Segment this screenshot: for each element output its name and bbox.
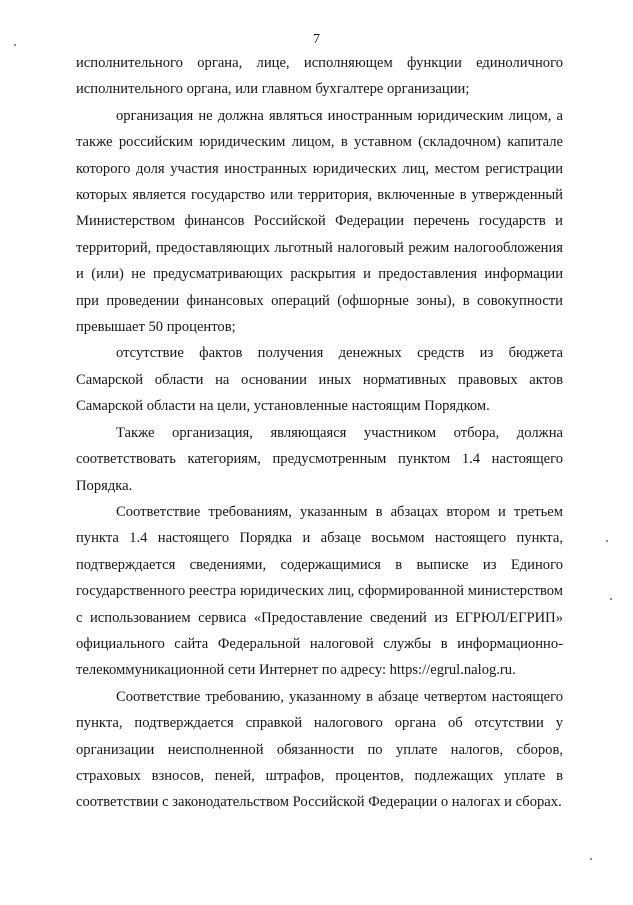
paragraph-5: Соответствие требованиям, указанным в абзацах втором и третьем пункта 1.4 настоящего Порядка и абзаце восьмом настоящего пункта, подтверждается сведениями, содержащимися в выписке из Единого государственного реестра юридических лиц, сформированной министерством с использованием сервиса «Предоставление сведений из ЕГРЮЛ/ЕГРИП» официального сайта Федеральной налоговой службы в информационно-телекоммуникационной сети Интернет по адресу: https://egrul.nalog.ru. [76, 503, 563, 679]
paragraph-6: Соответствие требованию, указанному в абзаце четвертом настоящего пункта, подтверждается справкой налогового органа об отсутствии у организации неисполненной обязанности по уплате налогов, сборов, страховых взносов, пеней, штрафов, процентов, подлежащих уплате в соответствии с законодательством Российской Федерации о налогах и сборах. [76, 688, 563, 811]
document-body [76, 50, 563, 816]
paragraph-4: Также организация, являющаяся участником отбора, должна соответствовать категориям, предусмотренным пунктом 1.4 настоящего Порядка. [76, 424, 563, 494]
page-number: 7 [313, 32, 320, 47]
paragraph-1: исполнительного органа, лице, исполняющем функции единоличного исполнительного органа, или главном бухгалтере организации; [76, 55, 563, 98]
scan-speck [606, 540, 608, 542]
scan-speck [14, 44, 16, 46]
scan-speck [610, 598, 612, 600]
paragraph-3: отсутствие фактов получения денежных средств из бюджета Самарской области на основании иных нормативных правовых актов Самарской области на цели, установленные настоящим Порядком. [76, 345, 563, 415]
scan-speck [590, 858, 592, 860]
paragraph-2: организация не должна являться иностранным юридическим лицом, а также российским юридическим лицом, в уставном (складочном) капитале которого доля участия иностранных юридических лиц, местом регистрации которых является государство или территория, включенные в утвержденный Министерством финансов Российской Федерации перечень государств и территорий, предоставляющих льготный налоговый режим налогообложения и (или) не предусматривающих раскрытия и предоставления информации при проведении финансовых операций (офшорные зоны), в совокупности превышает 50 процентов; [76, 107, 563, 336]
